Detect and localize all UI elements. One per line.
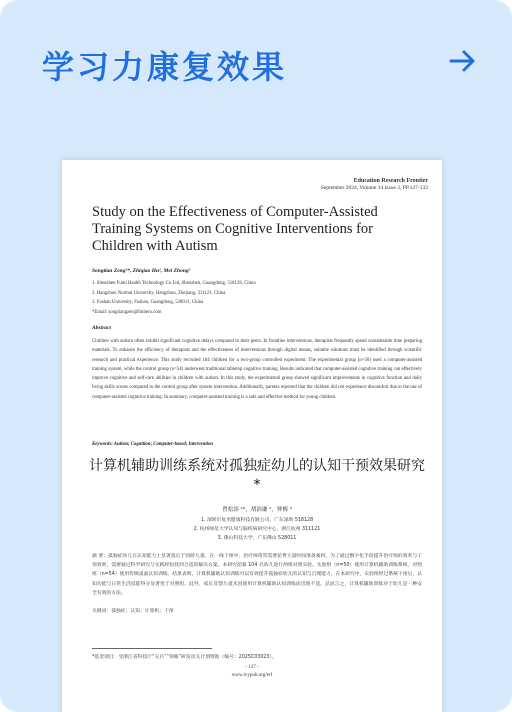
keywords-en: Keywords: Autism; Cognition; Computer-based; Intervention	[92, 442, 214, 447]
fund-note: *基金项目：受浙江省科技厅“尖兵”“领雁”研发攻关计划资助（编号：2025C03023）。	[92, 655, 277, 660]
abstract-en: Children with autism often exhibit significant cognitive delays compared to their peers. In frontline interventions, therapists frequently spend considerable time preparing materials. To enhance the efficiency of therapists and the effectiveness of interventions through digital means, suitable solutions must be identified through scientific research and practical experience. This study recruited 104 children for a two-group controlled experiment. The experimental group (n=50) used a computer-assisted training system, while the control group (n=54) underwent traditional tabletop cognitive training. Results indicated that computer-assisted cognitive training can effectively improve cognitive and self-care abilities in children with autism. In this study, the experimental group showed significant improvements in cognitive function and daily living skills scores compared to the control group after system intervention. Additionally, parents reported that the children did not experience discomfort due to the use of computer-assisted cognitive training. In summary, computer-assisted training is a safe and effective method for young children.	[92, 339, 422, 400]
abstract-label: Abstract	[92, 325, 111, 331]
abstract-cn: 摘 要：孤独症幼儿在认知能力上显著落后于同龄儿童。在一线干预中，治疗师常常需要花费大量时间准备素材。为了通过数字化手段提升治疗师的效率与干预效果，需要通过科学研究与实践经验找到合适的解决方案。本研究招募 104 名幼儿进行两组对照实验。实验组（n=50）使用计算机辅助训练系统，对照组（n=54）使用传统桌面认知训练。结果表明，计算机辅助认知训练可以有效提升孤独症幼儿的认知与自理能力。在本研究中，实验组经过系统干预后，认知功能与日常生活技能得分显著优于对照组。此外，家长反馈儿童未因使用计算机辅助认知训练而出现不适。总而言之，计算机辅助训练对于幼儿是一种安全有效的方法。	[92, 554, 422, 596]
paper-preview	[62, 160, 442, 712]
affiliation-line: 3. Foshan University, Foshan, Guangdong, 528011, China	[92, 300, 204, 305]
affiliation-line: 2. Hangzhou Normal University, Hangzhou, Zhejiang, 311121, China	[92, 290, 226, 296]
journal-info	[321, 178, 428, 192]
affiliation-line: 3. 佛山科技大学，广东佛山 528011	[217, 536, 297, 541]
affiliation-line: 2. 杭州师范大学认知与脑疾病研究中心，浙江杭州 311121	[193, 527, 321, 532]
affiliations-cn	[87, 516, 427, 543]
page-number: - 127 -	[245, 665, 259, 670]
affiliation-line: 1. 深圳市复米健康科技有限公司，广东深圳 518128	[200, 518, 314, 523]
card-title: 学习力康复效果	[42, 48, 288, 86]
journal-url: www.ivypub.org/erf	[231, 673, 273, 678]
authors-en: Songtian Zeng¹*, Zhiqiao Hu², Mei Zhong³	[92, 268, 191, 274]
keywords-cn: 关键词：孤独症；认知；计算机；干预	[92, 609, 174, 614]
affiliation-line: 1. Shenzhen Fumi Health Technology Co Ltd, Shenzhen, Guangdong, 518128, China	[92, 281, 256, 286]
arrow-right-icon[interactable]	[448, 46, 478, 76]
footnote-divider	[92, 648, 212, 649]
affiliations-en	[92, 279, 412, 317]
authors-cn: 曾松添 ¹*，胡治谦 ²，钟梅 ³	[222, 507, 292, 513]
paper-title-en: Study on the Effectiveness of Computer-Assisted Training Systems on Cognitive Interventions for Children with Autism	[92, 204, 378, 254]
paper-title-cn: 计算机辅助训练系统对孤独症幼儿的认知干预效果研究*	[89, 458, 425, 493]
journal-name: Education Research Frontier	[353, 178, 428, 184]
journal-issue: September 2024, Volume 14 Issue 3, PP.127-132	[320, 185, 428, 191]
email-line: *Email: songtiangzen@fmhero.com	[92, 309, 162, 315]
